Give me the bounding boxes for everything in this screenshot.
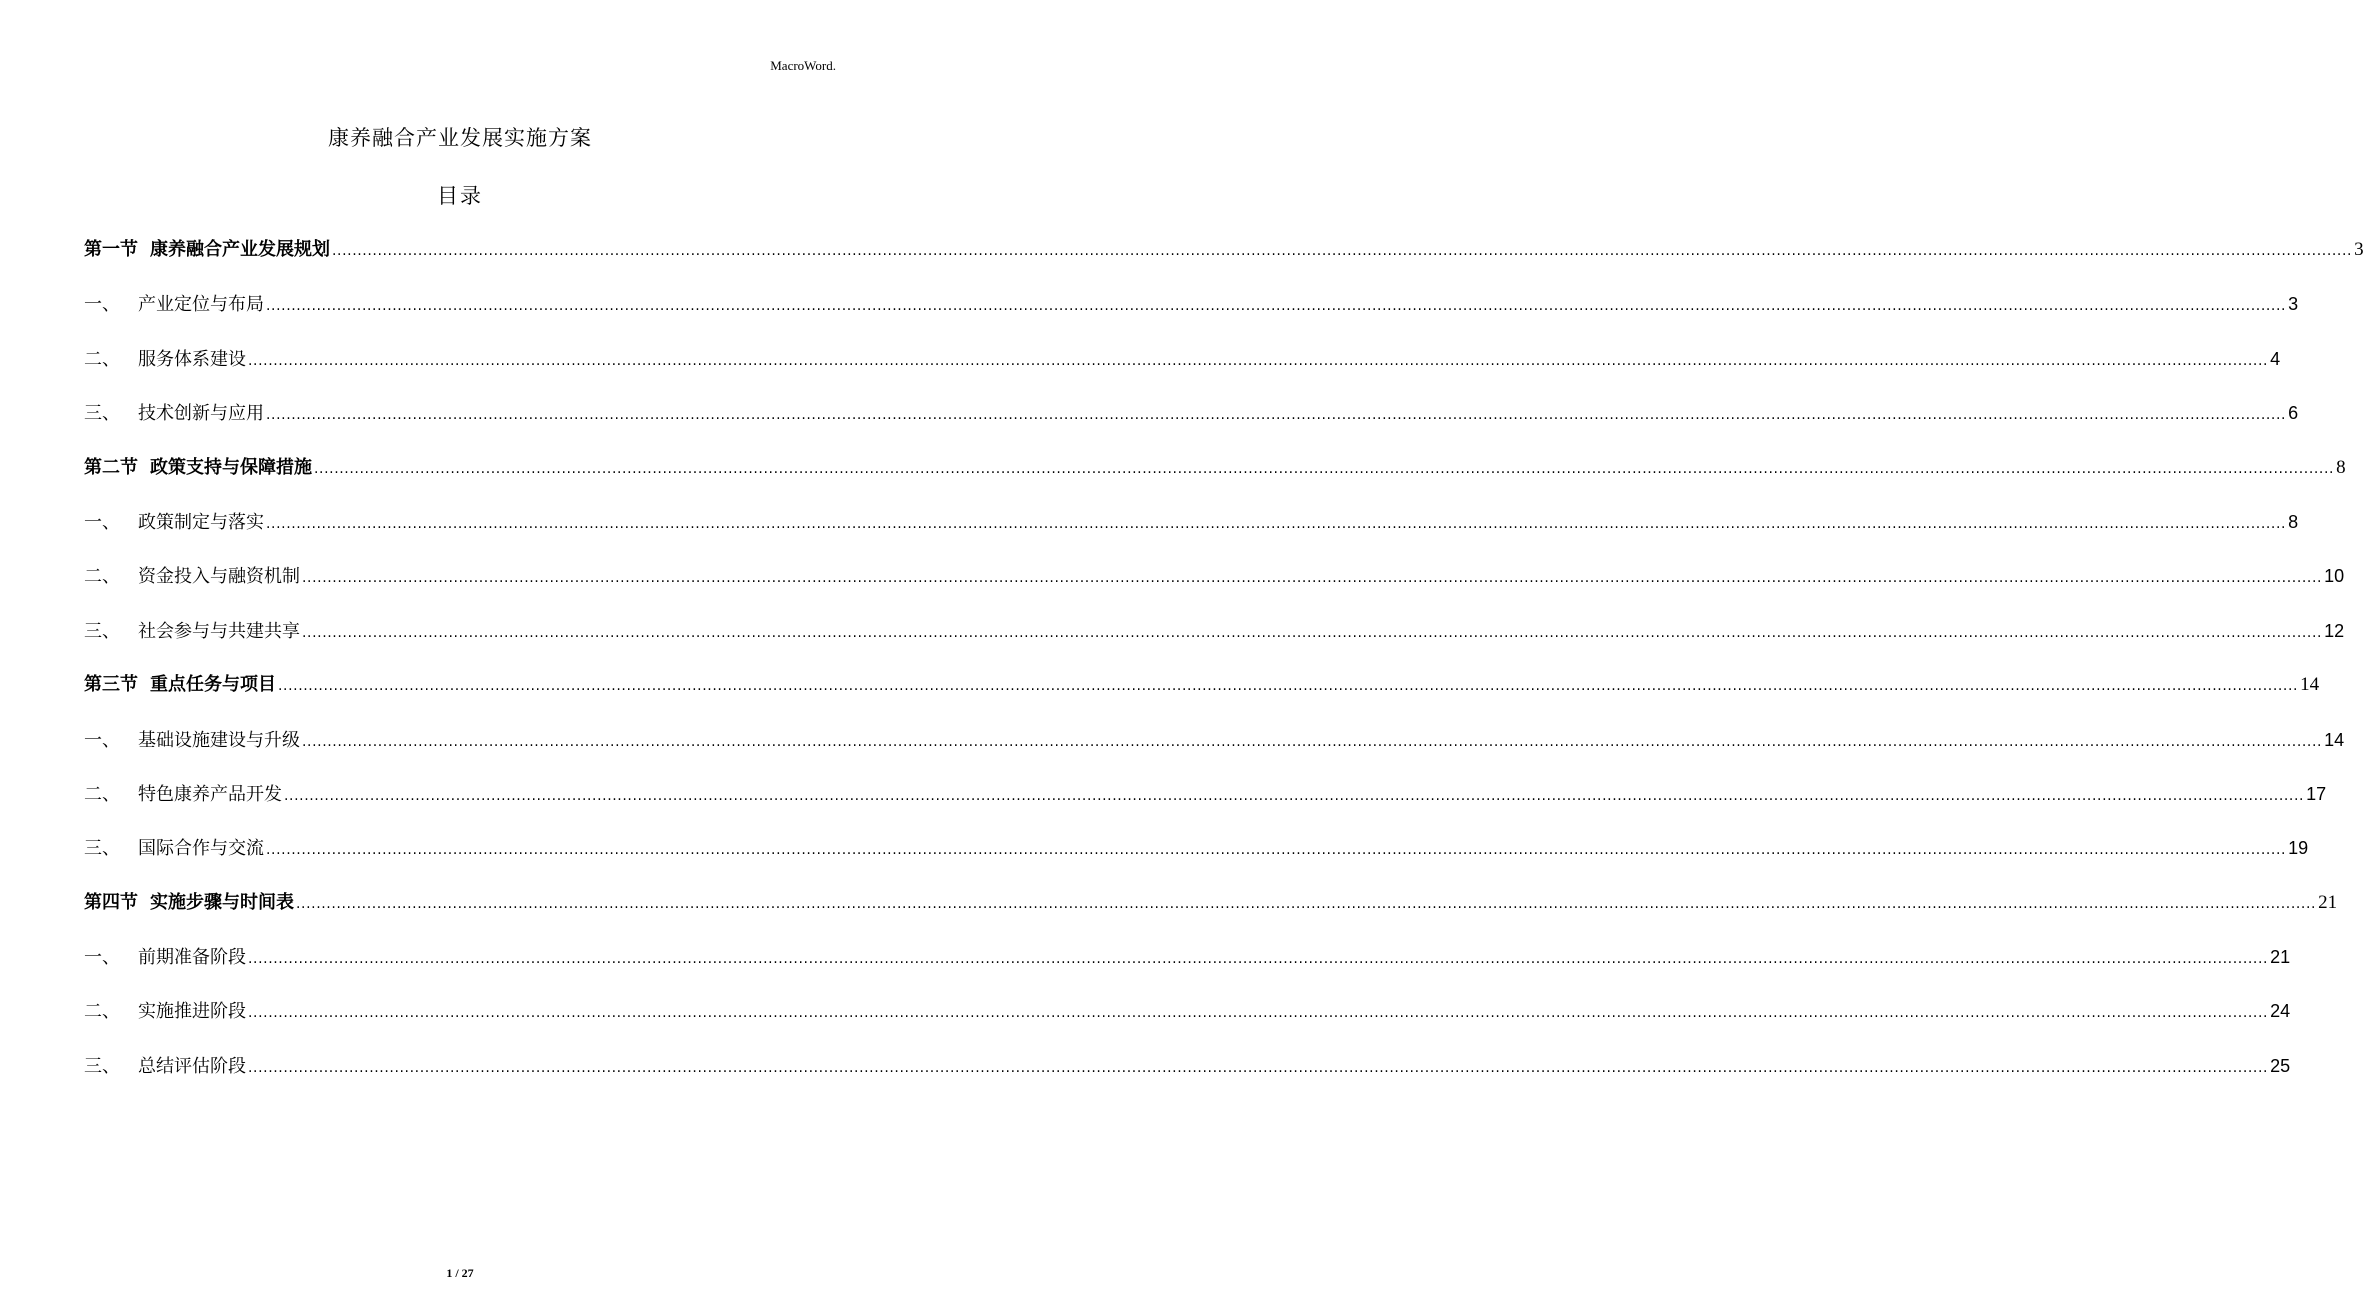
toc-subsection-entry[interactable] [84,1048,2291,1102]
toc-entry-page-number: 14 [2324,729,2345,750]
toc-entry-number: 二、 [84,348,120,370]
toc-entry-number: 二、 [84,1001,120,1023]
toc-dot-leader: ................................................................................................................................................................................................................................................................................................................................................................................................................ [248,352,2269,369]
toc-entry-page-number: 17 [2306,783,2327,804]
toc-entry-page-number: 21 [2270,947,2291,968]
toc-entry-title: 产业定位与布局 [138,294,264,316]
toc-entry-page-number: 6 [2288,403,2299,424]
table-of-contents [84,232,2364,1102]
toc-entry-title: 技术创新与应用 [138,403,264,425]
toc-entry-number: 一、 [84,947,120,969]
toc-entry-number: 三、 [84,1055,120,1077]
toc-entry-page-number: 19 [2288,838,2309,859]
toc-entry-page-number: 10 [2324,566,2345,587]
page-indicator: 1 / 27 [446,1266,474,1280]
toc-entry-page-number: 4 [2270,348,2281,369]
toc-dot-leader: ................................................................................................................................................................................................................................................................................................................................................................................................................ [302,570,2323,587]
toc-entry-page-number: 8 [2336,456,2346,478]
toc-entry-title: 基础设施建设与升级 [138,729,300,751]
toc-entry-title: 服务体系建设 [138,348,246,370]
toc-subsection-entry[interactable] [84,504,2299,558]
toc-entry-title: 政策制定与落实 [138,511,264,533]
toc-subsection-entry[interactable] [84,939,2291,993]
toc-subsection-entry[interactable] [84,395,2299,449]
toc-subsection-entry[interactable] [84,993,2291,1047]
toc-entry-number: 三、 [84,838,120,860]
toc-entry-title: 特色康养产品开发 [138,783,282,805]
toc-dot-leader: ................................................................................................................................................................................................................................................................................................................................................................................................................ [266,298,2287,315]
toc-entry-page-number: 3 [2288,294,2299,315]
toc-entry-title: 总结评估阶段 [138,1055,246,1077]
toc-dot-leader: ................................................................................................................................................................................................................................................................................................................................................................................................................ [266,407,2287,424]
toc-dot-leader: ................................................................................................................................................................................................................................................................................................................................................................................................................ [248,951,2269,968]
toc-dot-leader: ................................................................................................................................................................................................................................................................................................................................................................................................................ [302,624,2323,641]
toc-section-entry[interactable] [84,667,2320,721]
toc-entry-title: 政策支持与保障措施 [150,456,312,478]
toc-subsection-entry[interactable] [84,558,2345,612]
toc-subsection-entry[interactable] [84,776,2327,830]
toc-entry-page-number: 25 [2270,1055,2291,1076]
toc-entry-title: 前期准备阶段 [138,947,246,969]
toc-dot-leader: ................................................................................................................................................................................................................................................................................................................................................................................................................ [278,678,2299,695]
toc-dot-leader: ................................................................................................................................................................................................................................................................................................................................................................................................................ [296,895,2317,912]
toc-entry-title: 康养融合产业发展规划 [150,239,330,260]
toc-heading: 目录 [437,184,483,208]
toc-entry-title: 实施步骤与时间表 [150,891,294,913]
toc-entry-title: 重点任务与项目 [150,674,276,696]
toc-entry-page-number: 14 [2300,674,2320,696]
toc-dot-leader: ................................................................................................................................................................................................................................................................................................................................................................................................................ [284,787,2305,804]
toc-entry-number: 一、 [84,511,120,533]
toc-section-entry[interactable] [84,232,2364,286]
toc-entry-page-number: 8 [2288,511,2299,532]
document-title: 康养融合产业发展实施方案 [328,126,592,150]
toc-subsection-entry[interactable] [84,830,2309,884]
toc-section-entry[interactable] [84,450,2346,504]
toc-subsection-entry[interactable] [84,613,2345,667]
toc-entry-title: 社会参与与共建共享 [138,620,300,642]
toc-entry-page-number: 12 [2324,620,2345,641]
toc-entry-number: 三、 [84,620,120,642]
toc-entry-title: 国际合作与交流 [138,838,264,860]
toc-dot-leader: ................................................................................................................................................................................................................................................................................................................................................................................................................ [266,842,2287,859]
toc-section-entry[interactable] [84,885,2338,939]
toc-entry-number: 第一节 [84,239,138,260]
toc-subsection-entry[interactable] [84,286,2299,340]
toc-entry-number: 二、 [84,566,120,588]
toc-entry-number: 第四节 [84,891,138,913]
toc-entry-number: 第三节 [84,674,138,696]
toc-entry-page-number: 24 [2270,1001,2291,1022]
toc-entry-title: 资金投入与融资机制 [138,566,300,588]
header-brand: MacroWord. [770,58,836,73]
toc-entry-title: 实施推进阶段 [138,1001,246,1023]
toc-entry-number: 第二节 [84,456,138,478]
toc-dot-leader: ................................................................................................................................................................................................................................................................................................................................................................................................................ [332,243,2353,259]
toc-subsection-entry[interactable] [84,341,2281,395]
toc-dot-leader: ................................................................................................................................................................................................................................................................................................................................................................................................................ [314,460,2335,477]
toc-entry-page-number: 3 [2354,239,2364,260]
toc-entry-page-number: 21 [2318,891,2338,913]
toc-entry-number: 三、 [84,403,120,425]
toc-subsection-entry[interactable] [84,722,2345,776]
toc-entry-number: 二、 [84,783,120,805]
toc-dot-leader: ................................................................................................................................................................................................................................................................................................................................................................................................................ [302,733,2323,750]
toc-entry-number: 一、 [84,729,120,751]
toc-dot-leader: ................................................................................................................................................................................................................................................................................................................................................................................................................ [266,515,2287,532]
toc-entry-number: 一、 [84,294,120,316]
toc-dot-leader: ................................................................................................................................................................................................................................................................................................................................................................................................................ [248,1005,2269,1022]
toc-dot-leader: ................................................................................................................................................................................................................................................................................................................................................................................................................ [248,1059,2269,1076]
